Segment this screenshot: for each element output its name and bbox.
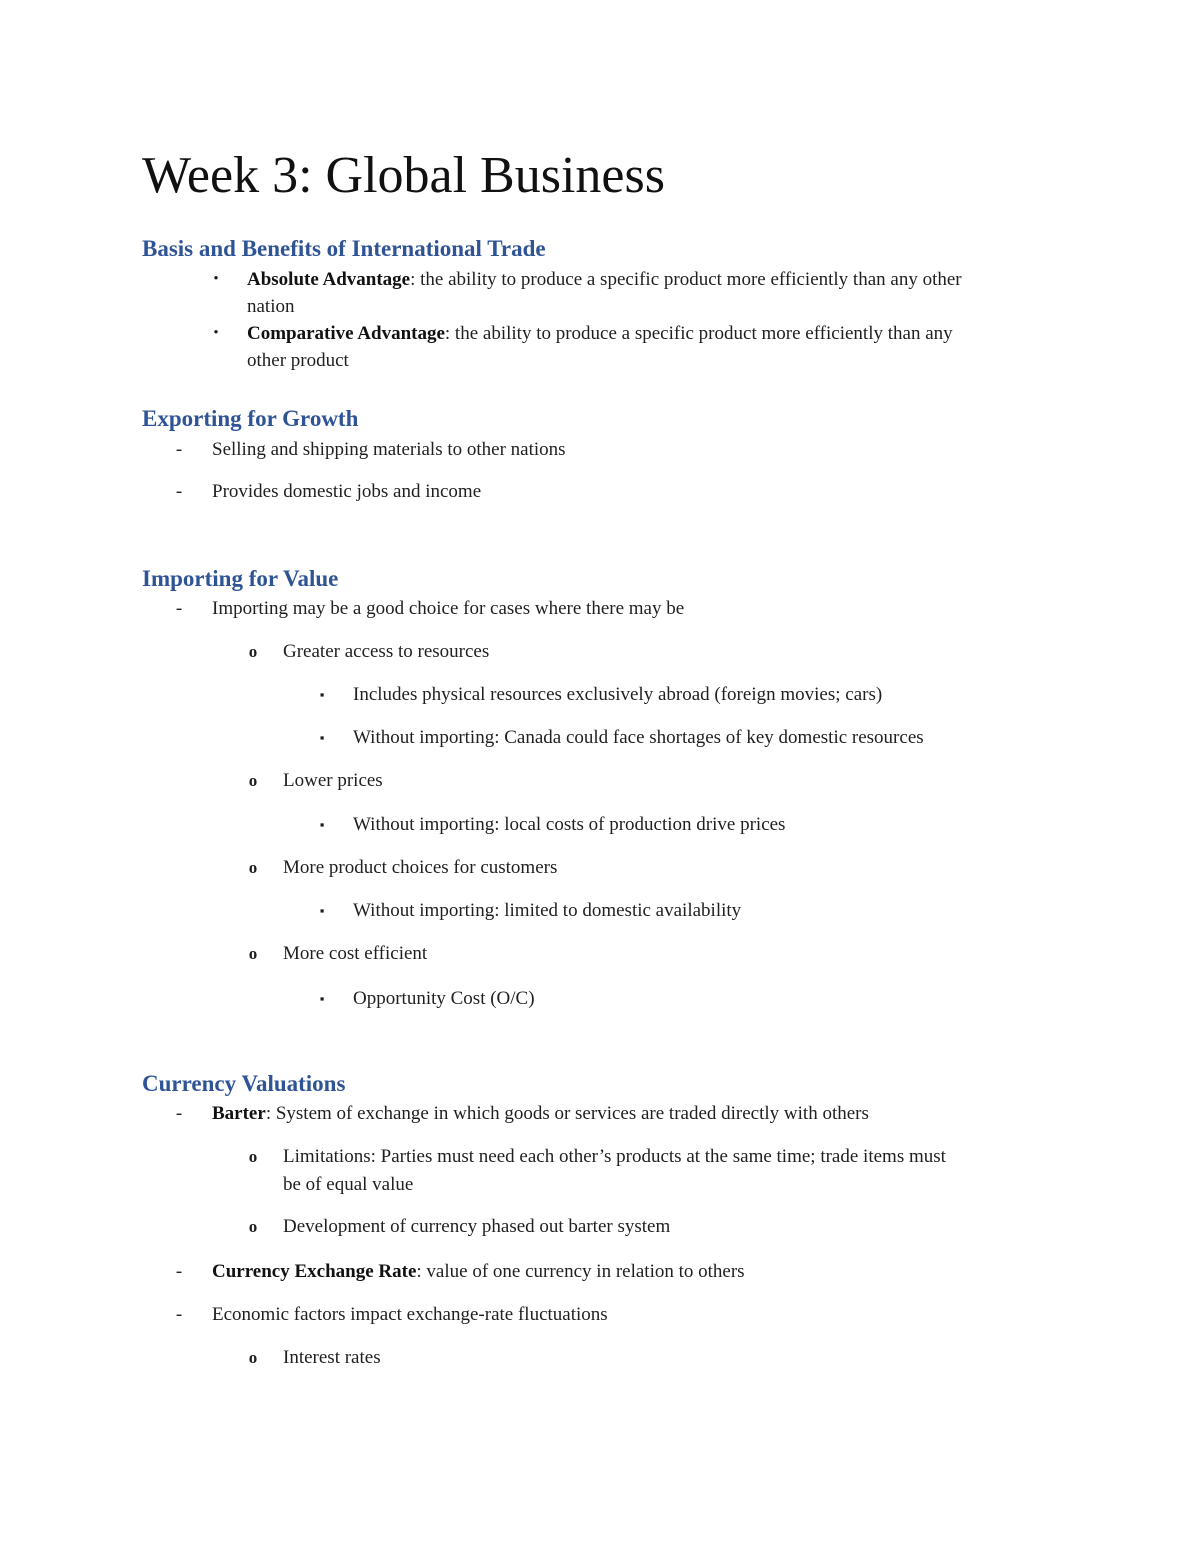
dash-marker: -: [175, 1304, 183, 1325]
section-heading-exporting: Exporting for Growth: [142, 406, 359, 431]
list-item: Without importing: limited to domestic availability: [353, 900, 742, 921]
list-item-absolute-advantage: [247, 266, 962, 293]
circle-marker: o: [248, 858, 258, 877]
list-item: Importing may be a good choice for cases where there may be: [212, 598, 685, 619]
dash-marker: -: [175, 1261, 183, 1282]
list-item: More product choices for customers: [283, 857, 558, 878]
list-item: Limitations: Parties must need each other’s products at the same time; trade items must: [283, 1146, 946, 1167]
circle-marker: o: [248, 944, 258, 963]
list-item-continuation: be of equal value: [283, 1174, 414, 1195]
bullet-marker: •: [213, 271, 219, 287]
circle-marker: o: [248, 642, 258, 661]
list-item: Includes physical resources exclusively abroad (foreign movies; cars): [353, 684, 883, 705]
square-marker: ▪: [319, 687, 325, 702]
list-item: More cost efficient: [283, 943, 428, 964]
list-item: Interest rates: [283, 1347, 381, 1368]
list-item: Provides domestic jobs and income: [212, 481, 482, 502]
list-item: Selling and shipping materials to other nations: [212, 439, 566, 460]
term-comparative-advantage: Comparative Advantage: [247, 323, 445, 344]
dash-marker: -: [175, 598, 183, 619]
list-item: Economic factors impact exchange-rate fluctuations: [212, 1304, 608, 1325]
circle-marker: o: [248, 1348, 258, 1367]
list-item: Without importing: Canada could face shortages of key domestic resources: [353, 727, 924, 748]
term-absolute-advantage: Absolute Advantage: [247, 269, 411, 290]
definition-absolute-advantage: : the ability to produce a specific product more efficiently than any other: [410, 269, 962, 290]
term-barter: Barter: [212, 1103, 266, 1124]
list-item: Opportunity Cost (O/C): [353, 988, 535, 1009]
square-marker: ▪: [319, 730, 325, 745]
list-item: Greater access to resources: [283, 641, 490, 662]
dash-marker: -: [175, 1103, 183, 1124]
page-title: Week 3: Global Business: [142, 147, 665, 204]
term-currency-exchange-rate: Currency Exchange Rate: [212, 1261, 417, 1282]
section-heading-currency: Currency Valuations: [142, 1071, 346, 1096]
section-heading-basis: Basis and Benefits of International Trade: [142, 236, 546, 261]
dash-marker: -: [175, 439, 183, 460]
list-item-continuation: nation: [247, 296, 295, 317]
definition-exchange-rate: : value of one currency in relation to others: [416, 1261, 745, 1282]
square-marker: ▪: [319, 903, 325, 918]
bullet-marker: •: [213, 325, 219, 341]
circle-marker: o: [248, 1147, 258, 1166]
list-item-continuation: other product: [247, 350, 349, 371]
list-item: Lower prices: [283, 770, 383, 791]
definition-barter: : System of exchange in which goods or services are traded directly with others: [265, 1103, 869, 1124]
list-item-comparative-advantage: [247, 320, 953, 347]
list-item-barter: [212, 1100, 869, 1127]
circle-marker: o: [248, 771, 258, 790]
list-item: Development of currency phased out barter system: [283, 1216, 671, 1237]
circle-marker: o: [248, 1217, 258, 1236]
section-heading-importing: Importing for Value: [142, 566, 339, 591]
square-marker: ▪: [319, 991, 325, 1006]
list-item-exchange-rate: [212, 1258, 745, 1285]
dash-marker: -: [175, 481, 183, 502]
square-marker: ▪: [319, 817, 325, 832]
definition-comparative-advantage: : the ability to produce a specific product more efficiently than any: [444, 323, 953, 344]
list-item: Without importing: local costs of production drive prices: [353, 814, 786, 835]
